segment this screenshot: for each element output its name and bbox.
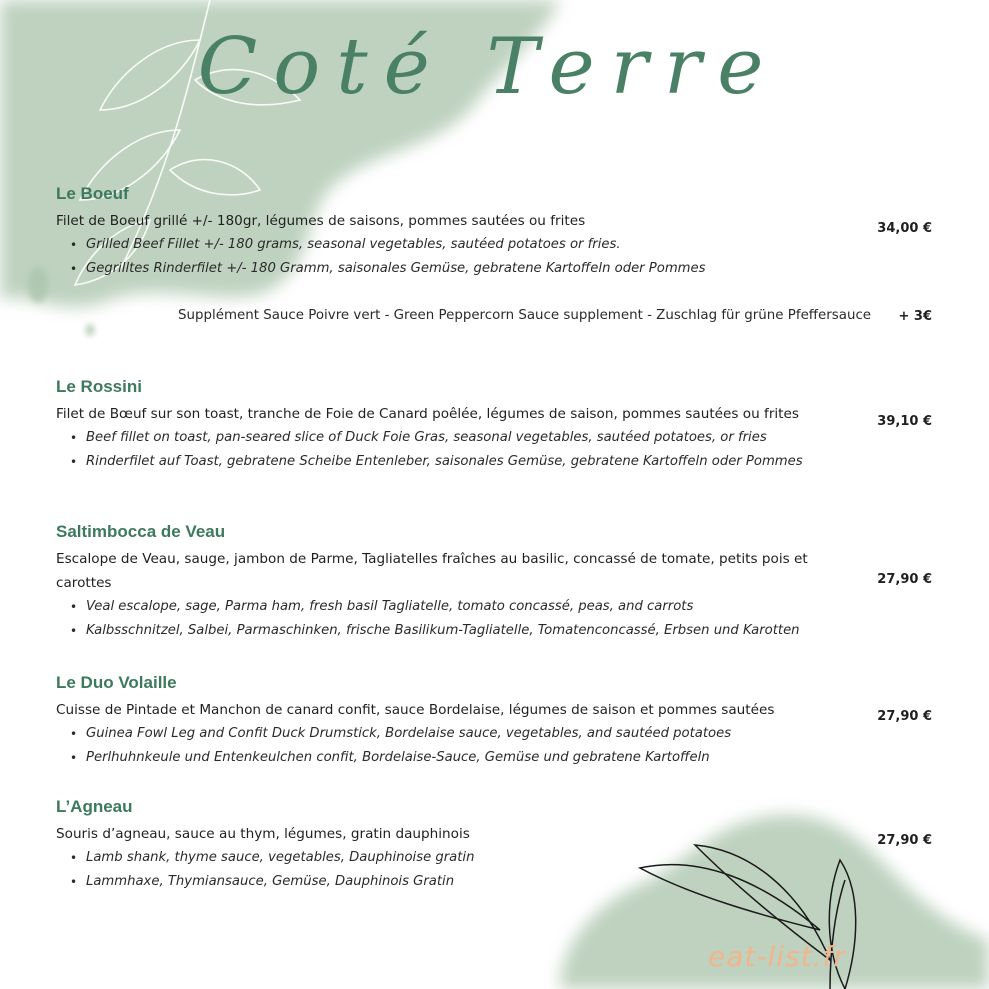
menu-section-le-boeuf [56,183,926,281]
supplement-text: Supplément Sauce Poivre vert - Green Peppercorn Sauce supplement - Zuschlag für grüne Pfeffersauce [178,308,872,323]
translation-german: • Rinderfilet auf Toast, gebratene Scheibe Entenleber, saisonales Gemüse, gebratene Kartoffeln oder Pommes [86,450,926,474]
dish-description: Filet de Boeuf grillé +/- 180gr, légumes de saisons, pommes sautées ou frites [56,213,586,229]
dish-price: 39,10 € [877,414,932,429]
translation-german: • Gegrilltes Rinderfilet +/- 180 Gramm, saisonales Gemüse, gebratene Kartoffeln oder Pommes [86,257,926,281]
dish-description: Escalope de Veau, sauge, jambon de Parme, Tagliatelles fraîches au basilic, concassé de tomate, petits pois et carottes [56,551,808,591]
translation-list [56,233,926,281]
translation-list [56,595,926,643]
dish-name: Le Rossini [56,377,142,396]
dish-description: Filet de Bœuf sur son toast, tranche de Foie de Canard poêlée, légumes de saison, pommes sautées ou frites [56,406,799,422]
dish-price: 27,90 € [877,709,932,724]
dish-price: 27,90 € [877,572,932,587]
translation-german: • Lammhaxe, Thymiansauce, Gemüse, Dauphinois Gratin [86,870,926,894]
translation-list [56,426,926,474]
translation-english: • Lamb shank, thyme sauce, vegetables, Dauphinoise gratin [86,846,926,870]
translation-list [56,722,926,770]
translation-list [56,846,926,894]
dish-description: Cuisse de Pintade et Manchon de canard confit, sauce Bordelaise, légumes de saison et pommes sautées [56,702,775,718]
dish-name: Le Boeuf [56,184,129,203]
menu-section-le-rossini [56,376,926,474]
menu-section-l-agneau [56,796,926,894]
menu-section-saltimbocca-de-veau [56,521,926,643]
dish-price: 34,00 € [877,221,932,236]
supplement-price: + 3€ [898,309,932,324]
menu-section-le-duo-volaille [56,672,926,770]
translation-english: • Guinea Fowl Leg and Confit Duck Drumstick, Bordelaise sauce, vegetables, and sautéed potatoes [86,722,926,746]
dish-name: Saltimbocca de Veau [56,522,226,541]
dish-name: Le Duo Volaille [56,673,177,692]
translation-german: • Kalbsschnitzel, Salbei, Parmaschinken, frische Basilikum-Tagliatelle, Tomatenconcassé, Erbsen und Karotten [86,619,926,643]
translation-german: • Perlhuhnkeule und Entenkeulchen confit, Bordelaise-Sauce, Gemüse und gebratene Kartoffeln [86,746,926,770]
watermark: eat-list.fr [708,940,846,973]
dish-name: L’Agneau [56,797,133,816]
translation-english: • Grilled Beef Fillet +/- 180 grams, seasonal vegetables, sautéed potatoes or fries. [86,233,926,257]
page-title: Coté Terre [197,22,780,112]
translation-english: • Veal escalope, sage, Parma ham, fresh basil Tagliatelle, tomato concassé, peas, and carrots [86,595,926,619]
dish-price: 27,90 € [877,833,932,848]
dish-description: Souris d’agneau, sauce au thym, légumes, gratin dauphinois [56,826,470,842]
translation-english: • Beef fillet on toast, pan-seared slice of Duck Foie Gras, seasonal vegetables, sautéed potatoes, or fries [86,426,926,450]
